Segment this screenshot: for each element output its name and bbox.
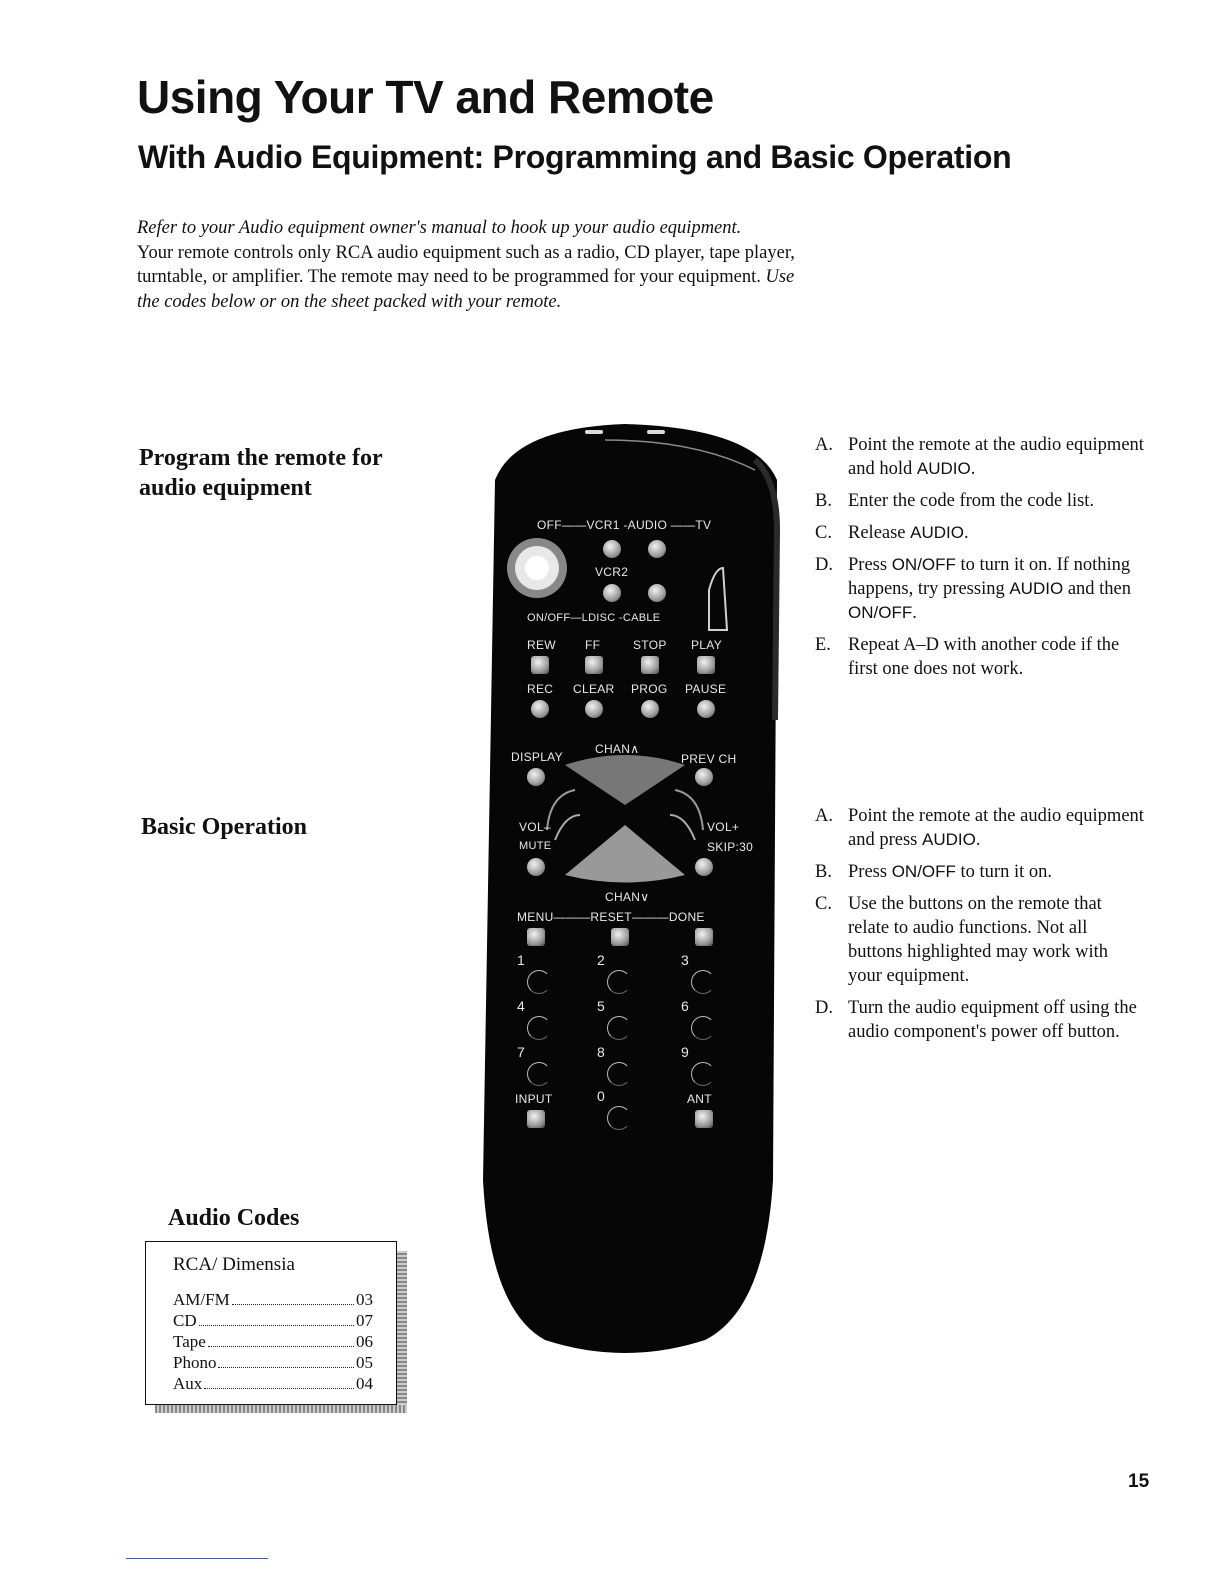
vcr1-button	[603, 540, 621, 558]
footer-rule	[126, 1558, 268, 1559]
program-step-a: A. Point the remote at the audio equipment and hold AUDIO.	[815, 435, 1144, 479]
basic-heading: Basic Operation	[141, 814, 307, 840]
basic-step-a: A. Point the remote at the audio equipment and press AUDIO.	[815, 806, 1144, 850]
codes-box-shadow	[397, 1251, 407, 1411]
cable-button	[648, 584, 666, 602]
power-row-label: ON/OFF—LDISC -CABLE	[527, 612, 661, 624]
skip-button	[695, 858, 713, 876]
code-row-amfm: AM/FM 03	[173, 1290, 373, 1309]
code-row-aux: Aux 04	[173, 1374, 373, 1393]
intro-italic-line: Refer to your Audio equipment owner's manual to hook up your audio equipment.	[137, 218, 742, 238]
basic-step-c: C. Use the buttons on the remote that relate to audio functions. Not all buttons highlighted may work with your equipment.	[815, 894, 1109, 986]
digit-8-label: 8	[597, 1044, 606, 1060]
digit-6-button	[691, 1016, 715, 1040]
vcr2-label: VCR2	[595, 565, 629, 579]
mute-button	[527, 858, 545, 876]
digit-2-label: 2	[597, 952, 606, 968]
play-button	[697, 656, 715, 674]
rew-label: REW	[527, 638, 556, 652]
skip-label: SKIP:30	[707, 840, 754, 854]
play-label: PLAY	[691, 638, 722, 652]
digit-7-label: 7	[517, 1044, 526, 1060]
digit-1-button	[527, 970, 551, 994]
stop-button	[641, 656, 659, 674]
program-steps	[815, 433, 1145, 689]
digit-2-button	[607, 970, 631, 994]
ff-label: FF	[585, 638, 601, 652]
program-step-e: E. Repeat A–D with another code if the first one does not work.	[815, 635, 1120, 679]
basic-step-d: D. Turn the audio equipment off using the audio component's power off button.	[815, 998, 1137, 1042]
pause-button	[697, 700, 715, 718]
clear-button	[585, 700, 603, 718]
done-button	[695, 928, 713, 946]
basic-steps	[815, 804, 1145, 1052]
vcr2-button	[603, 584, 621, 602]
code-row-tape: Tape 06	[173, 1332, 373, 1351]
display-button	[527, 768, 545, 786]
remote-illustration	[455, 420, 795, 1360]
digit-5-button	[607, 1016, 631, 1040]
prog-label: PROG	[631, 682, 668, 696]
codes-brand: RCA/ Dimensia	[173, 1254, 295, 1275]
digit-7-button	[527, 1062, 551, 1086]
digit-8-button	[607, 1062, 631, 1086]
stop-label: STOP	[633, 638, 667, 652]
mute-label: MUTE	[519, 840, 552, 852]
digit-1-label: 1	[517, 952, 526, 968]
clear-label: CLEAR	[573, 682, 615, 696]
digit-0-label: 0	[597, 1088, 606, 1104]
ant-label: ANT	[687, 1092, 712, 1106]
digit-6-label: 6	[681, 998, 690, 1014]
rew-button	[531, 656, 549, 674]
prev-ch-label: PREV CH	[681, 752, 737, 766]
intro-italic-tail: Use the codes below or on the sheet packed with your remote.	[137, 267, 795, 312]
digit-5-label: 5	[597, 998, 606, 1014]
vol-minus-label: VOL–	[519, 820, 551, 834]
digit-4-label: 4	[517, 998, 526, 1014]
pause-label: PAUSE	[685, 682, 727, 696]
digit-9-button	[691, 1062, 715, 1086]
basic-step-b: B. Press ON/OFF to turn it on.	[815, 862, 1053, 882]
codes-box-shadow-bottom	[155, 1405, 407, 1413]
chan-down-label: CHAN∨	[605, 890, 650, 904]
digit-0-button	[607, 1106, 631, 1130]
code-row-cd: CD 07	[173, 1311, 373, 1330]
code-row-phono: Phono 05	[173, 1353, 373, 1372]
prev-ch-button	[695, 768, 713, 786]
chan-up-label: CHAN∧	[595, 742, 640, 756]
audio-codes-box	[145, 1241, 397, 1405]
vol-plus-label: VOL+	[707, 820, 740, 834]
mode-row-label: OFF——VCR1 -AUDIO ——TV	[537, 518, 712, 532]
input-button	[527, 1110, 545, 1128]
audio-button	[648, 540, 666, 558]
prog-button	[641, 700, 659, 718]
program-step-c: C. Release AUDIO.	[815, 523, 969, 543]
intro-body: Your remote controls only RCA audio equipment such as a radio, CD player, tape player, turntable, or amplifier. The remote may need to be programmed for your equipment.	[137, 242, 795, 287]
audio-codes-title: Audio Codes	[168, 1205, 300, 1231]
page-subtitle: With Audio Equipment: Programming and Basic Operation	[138, 139, 1012, 175]
digit-3-button	[691, 970, 715, 994]
reset-button	[611, 928, 629, 946]
digit-9-label: 9	[681, 1044, 690, 1060]
ant-button	[695, 1110, 713, 1128]
display-label: DISPLAY	[511, 750, 563, 764]
digit-4-button	[527, 1016, 551, 1040]
menu-row-label: MENU———RESET———DONE	[517, 910, 705, 924]
ff-button	[585, 656, 603, 674]
page-number: 15	[1128, 1471, 1150, 1492]
rec-label: REC	[527, 682, 554, 696]
digit-3-label: 3	[681, 952, 690, 968]
menu-button	[527, 928, 545, 946]
page-title: Using Your TV and Remote	[137, 71, 714, 123]
input-label: INPUT	[515, 1092, 553, 1106]
intro-paragraph	[137, 216, 797, 314]
program-step-b: B. Enter the code from the code list.	[815, 491, 1095, 511]
program-step-d: D. Press ON/OFF to turn it on. If nothing happens, try pressing AUDIO and then ON/OFF.	[815, 555, 1131, 623]
rec-button	[531, 700, 549, 718]
program-heading: Program the remote for audio equipment	[139, 445, 383, 501]
